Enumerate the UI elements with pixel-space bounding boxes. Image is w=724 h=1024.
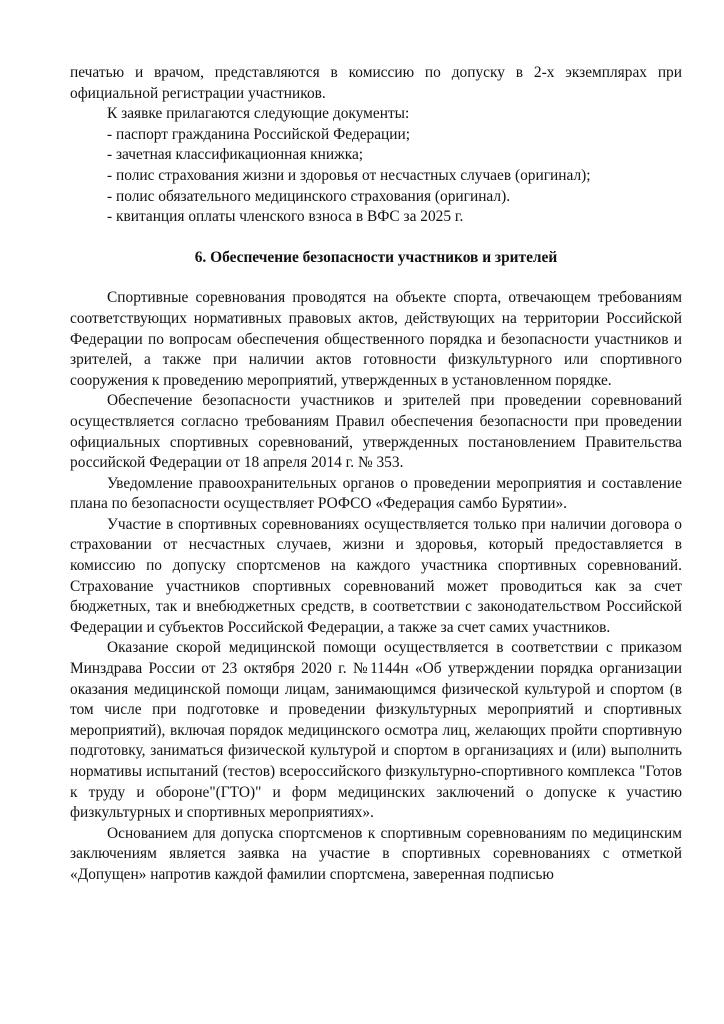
document-list-item: - зачетная классификационная книжка;	[107, 146, 364, 164]
body-paragraph: Оказание скорой медицинской помощи осуществляется в соответствии с приказом Минздрава России от 23 октября 2020 г. №1144н «Об утверждении порядка организации оказания медицинской помощи лицам, занимающимся физической культурой и спортом (в том числе при подготовке и проведении физкультурных мероприятий и спортивных мероприятий), включая порядок медицинского осмотра лиц, желающих пройти спортивную подготовку, заниматься физической культурой и спортом в организациях и (или) выполнить нормативы испытаний (тестов) всероссийского физкультурно-спортивного комплекса "Готов к труду и обороне"(ГТО)" и форм медицинских заключений о допуске к участию физкультурных и спортивных мероприятиях».	[70, 639, 682, 822]
document-list-item: - полис страхования жизни и здоровья от несчастных случаев (оригинал);	[107, 166, 591, 184]
body-paragraph: Участие в спортивных соревнованиях осуществляется только при наличии договора о страховании от несчастных случаев, жизни и здоровья, который предоставляется в комиссию по допуску спортсменов на каждого участника спортивных соревнований. Страхование участников спортивных соревнований может проводиться как за счет бюджетных, так и внебюджетных средств, в соответствии с законодательством Российской Федерации и субъектов Российской Федерации, а также за счет самих участников.	[70, 515, 682, 636]
document-list-item: - квитанция оплаты членского взноса в ВФС за 2025 г.	[107, 208, 464, 226]
body-paragraph: Обеспечение безопасности участников и зрителей при проведении соревнований осуществляется согласно требованиям Правил обеспечения безопасности при проведении официальных спортивных соревнований, утвержденных постановлением Правительства российской Федерации от 18 апреля 2014 г. № 353.	[70, 392, 682, 472]
documents-intro: К заявке прилагаются следующие документы:	[107, 105, 410, 123]
body-paragraph: Основанием для допуска спортсменов к спортивным соревнованиям по медицинским заключениям является заявка на участие в спортивных соревнованиях с отметкой «Допущен» напротив каждой фамилии спортсмена, заверенная подписью	[70, 824, 682, 883]
body-paragraph: Спортивные соревнования проводятся на объекте спорта, отвечающем требованиям соответствующих нормативных правовых актов, действующих на территории Российской Федерации по вопросам обеспечения общественного порядка и безопасности участников и зрителей, а также при наличии актов готовности физкультурного или спортивного сооружения к проведению мероприятий, утвержденных в установленном порядке.	[70, 289, 682, 389]
document-body	[70, 63, 682, 886]
document-list-item: - паспорт гражданина Российской Федерации;	[107, 125, 411, 143]
section-heading: 6. Обеспечение безопасности участников и зрителей	[194, 248, 558, 266]
body-paragraph: Уведомление правоохранительных органов о проведении мероприятия и составление плана по безопасности осуществляет РОФСО «Федерация самбо Бурятии».	[70, 474, 682, 513]
document-list-item: - полис обязательного медицинского страхования (оригинал).	[107, 187, 511, 205]
continuation-paragraph: печатью и врачом, представляются в комиссию по допуску в 2-х экземплярах при официальной регистрации участников.	[70, 64, 682, 102]
